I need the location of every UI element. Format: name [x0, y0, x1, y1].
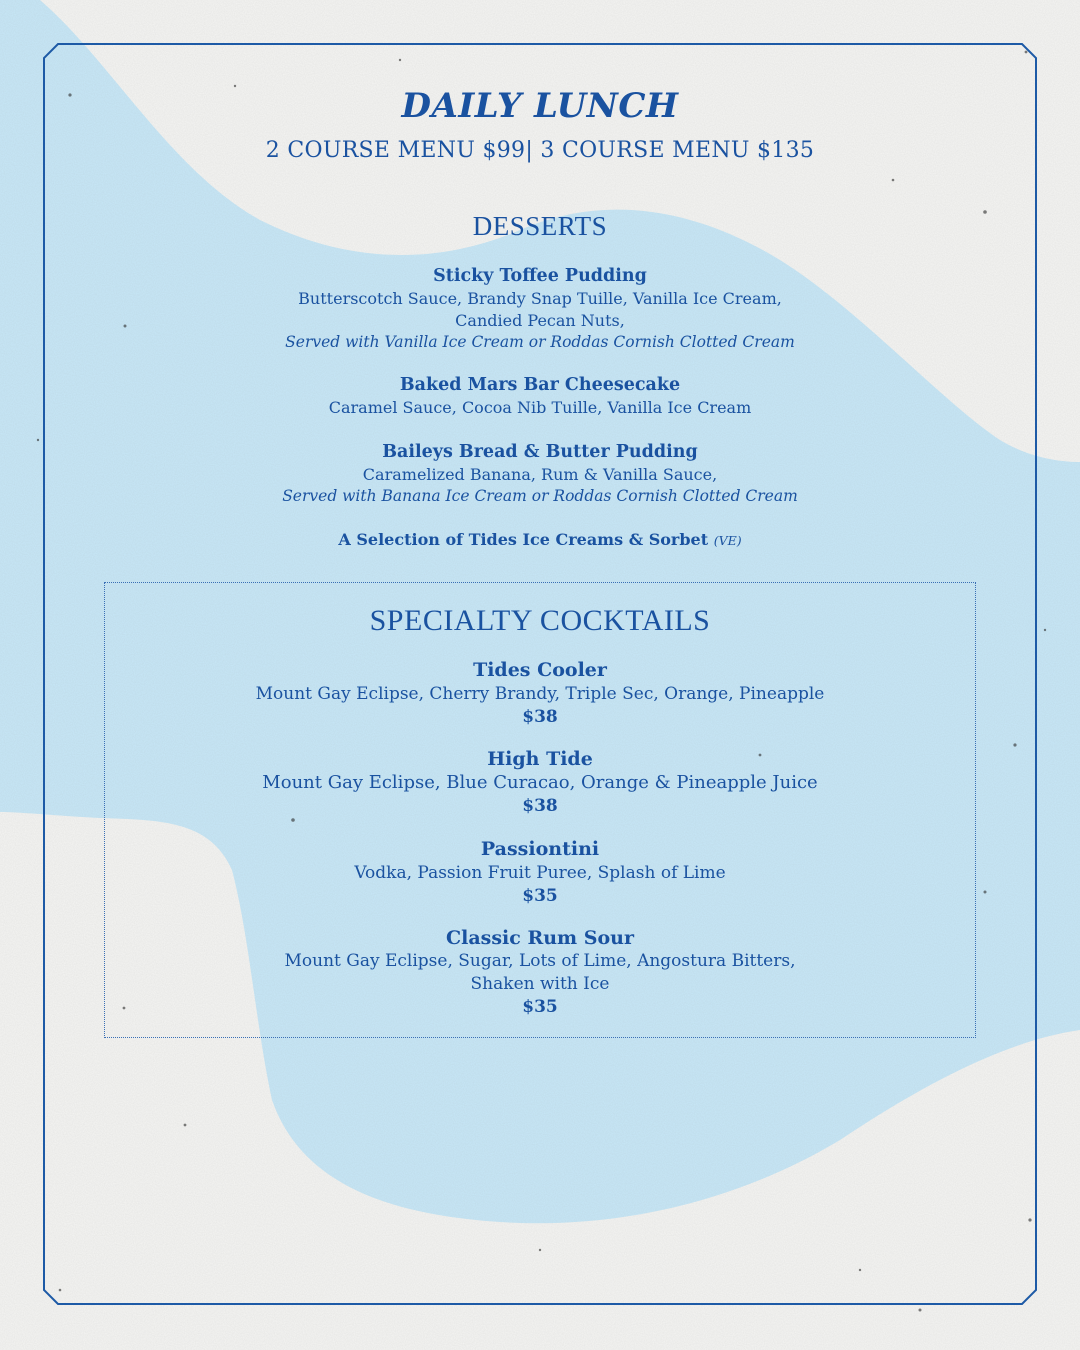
dessert-serving-note: Served with Vanilla Ice Cream or Roddas Cornish Clotted Cream — [285, 333, 795, 351]
desserts-heading: DESSERTS — [472, 211, 608, 241]
cocktail-name: High Tide — [487, 748, 593, 770]
dessert-description: Candied Pecan Nuts, — [455, 311, 625, 330]
cocktail-description: Mount Gay Eclipse, Blue Curacao, Orange & Pineapple Juice — [262, 772, 818, 793]
dessert-name-text: A Selection of Tides Ice Creams & Sorbet — [338, 530, 709, 549]
cocktail-name: Tides Cooler — [473, 659, 607, 681]
cocktail-price: $35 — [522, 886, 558, 906]
cocktail-description: Vodka, Passion Fruit Puree, Splash of Lime — [354, 863, 726, 883]
dessert-description: Caramelized Banana, Rum & Vanilla Sauce, — [362, 465, 718, 484]
cocktail-price: $35 — [522, 997, 558, 1017]
cocktail-price: $38 — [522, 796, 558, 816]
cocktails-heading: SPECIALTY COCKTAILS — [369, 604, 711, 637]
cocktail-item — [0, 926, 1080, 1019]
cocktail-name: Classic Rum Sour — [446, 927, 634, 949]
cocktail-price: $38 — [522, 707, 558, 727]
cocktail-description: Mount Gay Eclipse, Sugar, Lots of Lime, Angostura Bitters, — [284, 951, 796, 971]
dessert-description: Butterscotch Sauce, Brandy Snap Tuille, Vanilla Ice Cream, — [298, 289, 782, 308]
cocktail-item — [0, 747, 1080, 818]
dessert-name: Baked Mars Bar Cheesecake — [399, 375, 681, 395]
dessert-description: Caramel Sauce, Cocoa Nib Tuille, Vanilla Ice Cream — [328, 398, 752, 417]
vegan-tag: (VE) — [713, 533, 742, 548]
menu-pricing: 2 COURSE MENU $99| 3 COURSE MENU $135 — [265, 138, 815, 163]
dessert-name: Baileys Bread & Butter Pudding — [382, 442, 698, 462]
menu-title: DAILY LUNCH — [401, 86, 679, 126]
cocktail-item — [0, 658, 1080, 729]
dessert-item — [0, 440, 1080, 507]
dessert-item — [0, 528, 1080, 553]
cocktail-item — [0, 837, 1080, 908]
cocktail-description: Mount Gay Eclipse, Cherry Brandy, Triple Sec, Orange, Pineapple — [255, 684, 825, 704]
dessert-name — [0, 528, 1080, 553]
cocktail-description: Shaken with Ice — [470, 974, 610, 994]
dessert-name: Sticky Toffee Pudding — [433, 266, 647, 286]
cocktail-name: Passiontini — [480, 838, 600, 860]
dessert-item — [0, 264, 1080, 353]
dessert-serving-note: Served with Banana Ice Cream or Roddas Cornish Clotted Cream — [282, 487, 798, 505]
dessert-item — [0, 373, 1080, 419]
